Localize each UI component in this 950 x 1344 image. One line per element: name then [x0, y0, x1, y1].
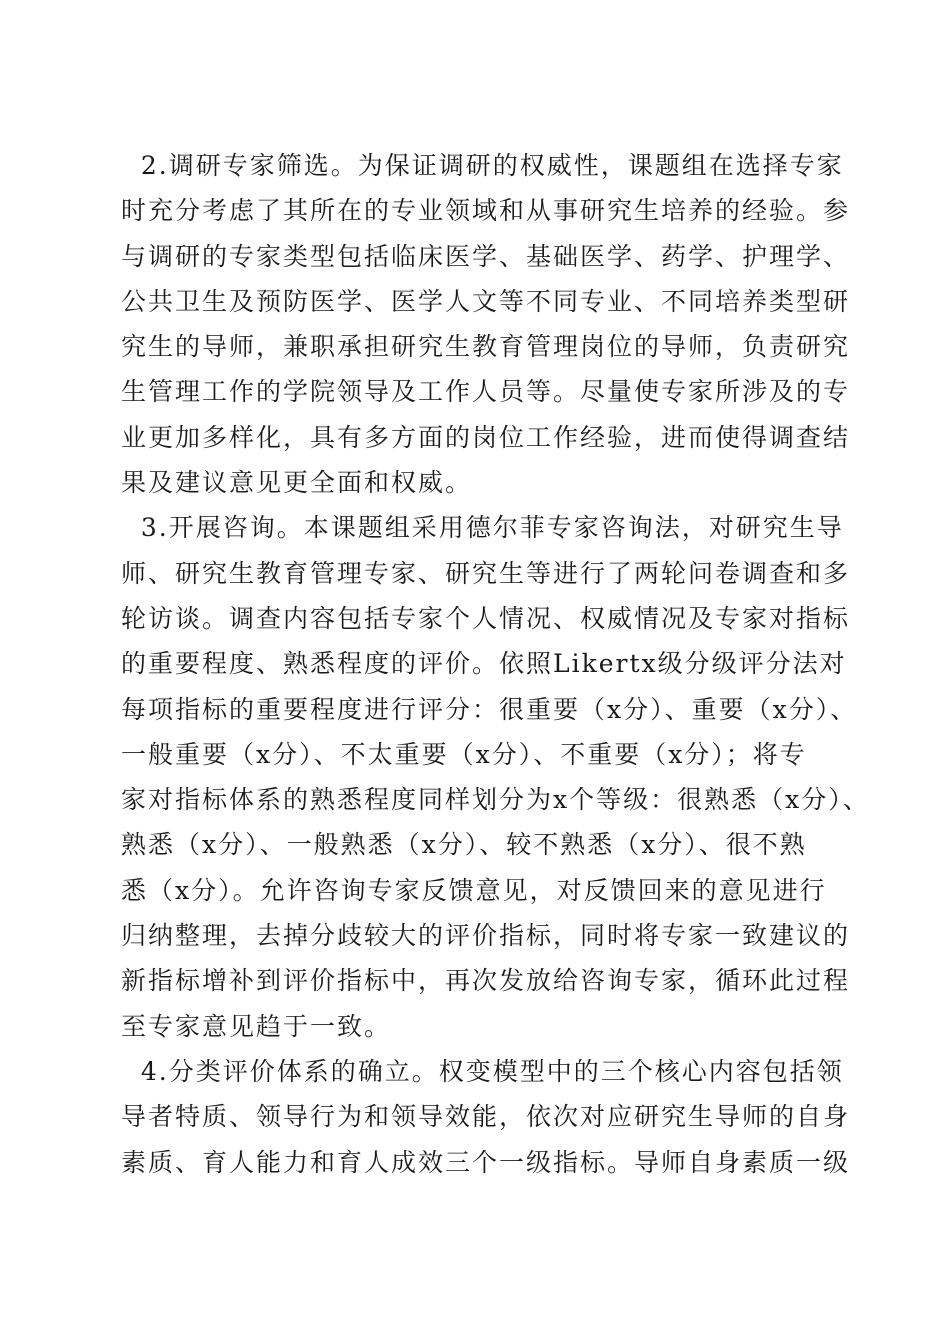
text-line: 家对指标体系的熟悉程度同样划分为x个等级：很熟悉（x分）、 — [121, 785, 870, 815]
text-line: 师、研究生教育管理专家、研究生等进行了两轮问卷调查和多 — [121, 558, 851, 588]
document-body — [121, 143, 870, 1185]
text-line: 悉（x分）。允许咨询专家反馈意见，对反馈回来的意见进行 — [121, 875, 827, 905]
text-line: 素质、育人能力和育人成效三个一级指标。导师自身素质一级 — [121, 1147, 851, 1177]
text-line: 与调研的专家类型包括临床医学、基础医学、药学、护理学、 — [121, 241, 851, 271]
text-line: 轮访谈。调查内容包括专家个人情况、权威情况及专家对指标 — [121, 603, 851, 633]
text-line: 时充分考虑了其所在的专业领域和从事研究生培养的经验。参 — [121, 196, 851, 226]
text-line: 的重要程度、熟悉程度的评价。依照Likertx级分级评分法对 — [121, 649, 847, 679]
text-line: 果及建议意见更全面和权威。 — [121, 468, 473, 498]
text-line: 新指标增补到评价指标中，再次发放给咨询专家，循环此过程 — [121, 966, 851, 996]
text-line: 2.调研专家筛选。为保证调研的权威性，课题组在选择专家 — [121, 151, 844, 180]
text-line: 3.开展咨询。本课题组采用德尔菲专家咨询法，对研究生导 — [121, 513, 844, 543]
text-line: 至专家意见趋于一致。 — [121, 1011, 392, 1041]
text-line: 究生的导师，兼职承担研究生教育管理岗位的导师，负责研究 — [121, 332, 851, 362]
text-line: 归纳整理，去掉分歧较大的评价指标，同时将专家一致建议的 — [121, 921, 851, 951]
text-line: 导者特质、领导行为和领导效能，依次对应研究生导师的自身 — [121, 1102, 851, 1132]
text-line: 每项指标的重要程度进行评分：很重要（x分）、重要（x分）、 — [121, 694, 858, 724]
paragraph-consultation — [121, 505, 870, 1049]
text-line: 业更加多样化，具有多方面的岗位工作经验，进而使得调查结 — [121, 422, 851, 452]
text-line: 一般重要（x分）、不太重要（x分）、不重要（x分）；将专 — [121, 739, 807, 769]
text-line: 4.分类评价体系的确立。权变模型中的三个核心内容包括领 — [121, 1056, 844, 1086]
text-line: 生管理工作的学院领导及工作人员等。尽量使专家所涉及的专 — [121, 377, 851, 407]
paragraph-evaluation-system — [121, 1049, 851, 1185]
text-line: 公共卫生及预防医学、医学人文等不同专业、不同培养类型研 — [121, 286, 851, 316]
text-line: 熟悉（x分）、一般熟悉（x分）、较不熟悉（x分）、很不熟 — [121, 830, 807, 860]
paragraph-expert-selection — [121, 143, 851, 505]
